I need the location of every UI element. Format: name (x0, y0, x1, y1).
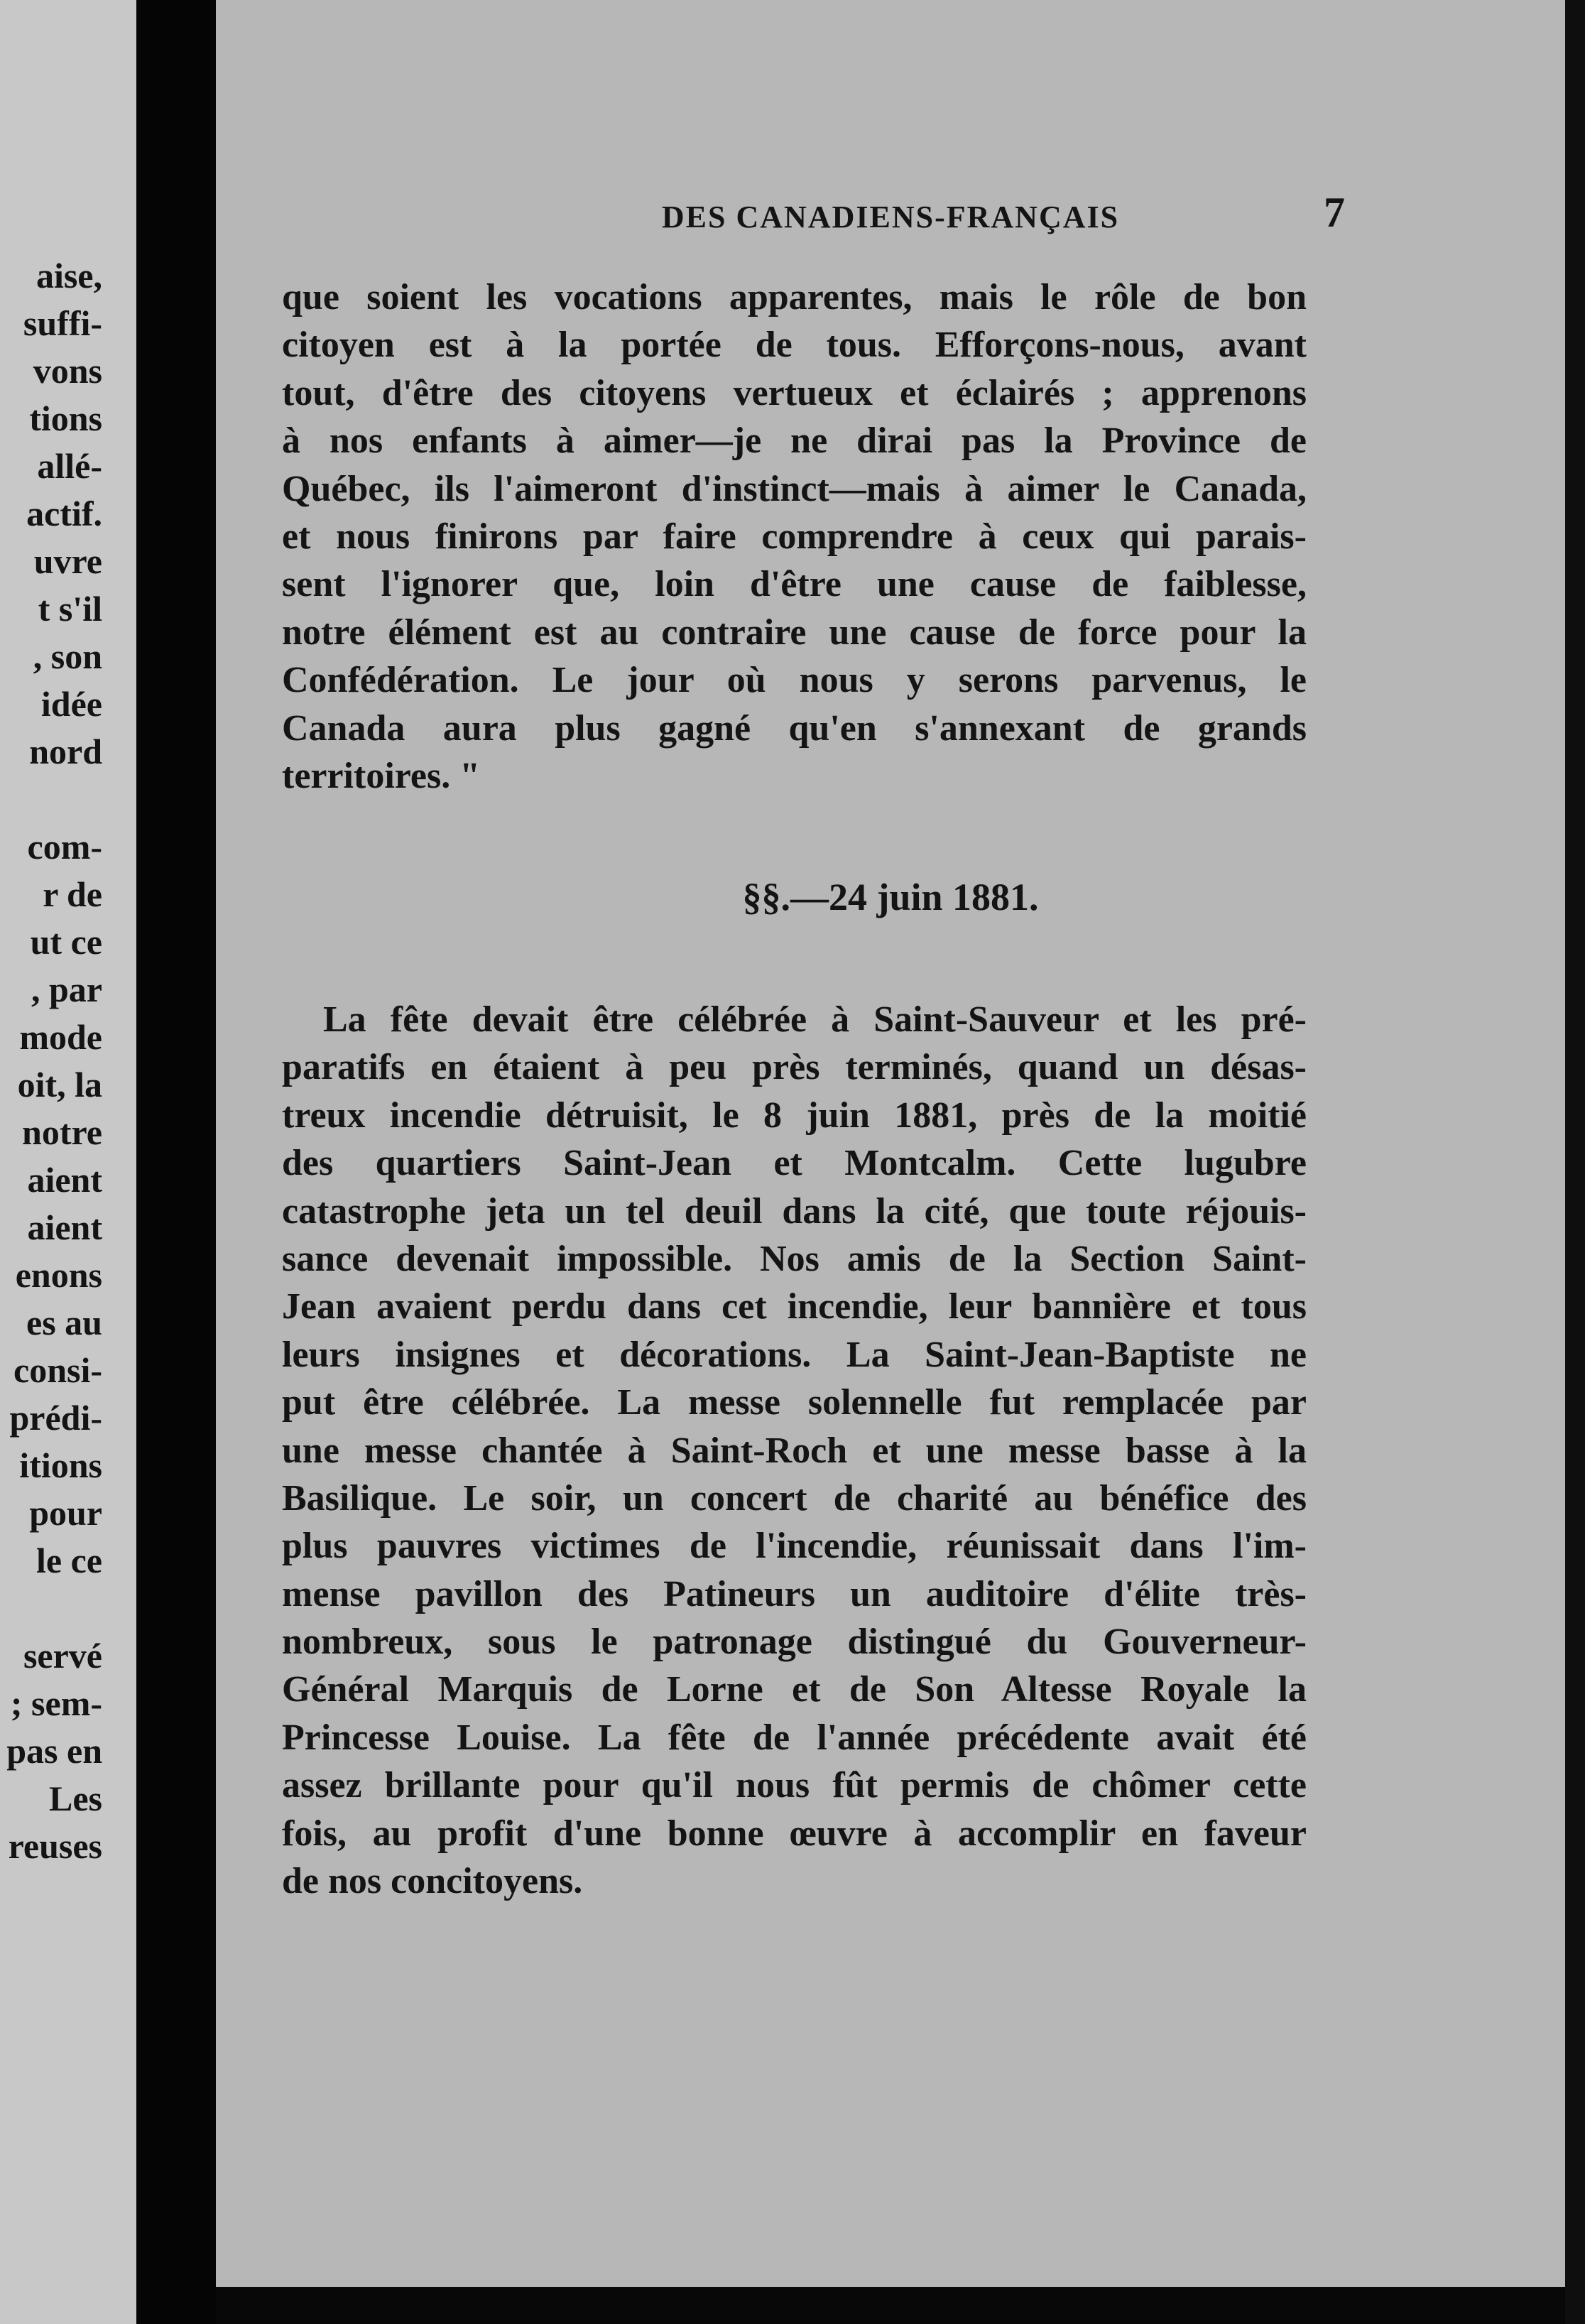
running-head: DES CANADIENS-FRANÇAIS (661, 200, 1120, 234)
facing-page-line: le ce (36, 1541, 102, 1580)
facing-page-line: ut ce (30, 922, 102, 962)
paragraph-fete-1881 (282, 996, 1307, 1905)
text-line: des quartiers Saint-Jean et Montcalm. Cette lugubre (282, 1143, 1307, 1184)
text-line: et nous finirons par faire comprendre à ceux qui parais- (282, 516, 1307, 557)
text-line: nombreux, sous le patronage distingué du Gouverneur- (282, 1622, 1307, 1663)
facing-page-line: aise, (36, 256, 102, 295)
text-line: put être célébrée. La messe solennelle fut remplacée par (282, 1382, 1307, 1423)
text-line: Québec, ils l'aimeront d'instinct—mais à aimer le Canada, (282, 468, 1307, 509)
text-line: Basilique. Le soir, un concert de charité au bénéfice des (282, 1477, 1307, 1519)
text-line: assez brillante pour qu'il nous fût permis de chômer cette (282, 1765, 1307, 1806)
book-gutter (136, 0, 216, 2324)
text-line: tout, d'être des citoyens vertueux et éclairés ; apprenons (282, 372, 1307, 413)
text-line: sance devenait impossible. Nos amis de la Section Saint- (282, 1238, 1307, 1279)
text-line: paratifs en étaient à peu près terminés, quand un désas- (282, 1047, 1307, 1088)
text-line: Général Marquis de Lorne et de Son Altesse Royale la (282, 1669, 1307, 1710)
facing-page-line: mode (19, 1017, 102, 1057)
facing-page-line: notre (22, 1112, 102, 1152)
text-line: Canada aura plus gagné qu'en s'annexant de grands (282, 707, 1307, 749)
text-line: fois, au profit d'une bonne œuvre à accomplir en faveur (282, 1813, 1307, 1854)
text-line: Confédération. Le jour où nous y serons parvenus, le (282, 660, 1307, 701)
facing-page-line: oit, la (17, 1065, 102, 1104)
facing-page-line: allé- (37, 446, 102, 486)
facing-page-line: idée (40, 684, 102, 724)
text-line: sent l'ignorer que, loin d'être une cause de faiblesse, (282, 564, 1307, 605)
facing-page-line: Les (49, 1779, 102, 1818)
facing-page-line: , par (31, 970, 102, 1009)
text-line: de nos concitoyens. (282, 1861, 583, 1902)
section-heading: §§.—24 juin 1881. (742, 876, 1039, 918)
facing-page-line: actif. (26, 494, 102, 533)
facing-page-line: uvre (33, 541, 102, 581)
text-line: La fête devait être célébrée à Saint-Sauveur et les pré- (323, 999, 1307, 1040)
facing-page-line: prédi- (9, 1398, 102, 1438)
facing-page-line: aient (27, 1207, 102, 1247)
scan-right-border (1565, 0, 1585, 2324)
text-line: Jean avaient perdu dans cet incendie, leur bannière et tous (282, 1286, 1307, 1327)
facing-page-line: t s'il (38, 589, 102, 629)
text-line: que soient les vocations apparentes, mais le rôle de bon (282, 277, 1307, 317)
text-line: une messe chantée à Saint-Roch et une messe basse à la (282, 1430, 1307, 1471)
text-line: leurs insignes et décorations. La Saint-Jean-Baptiste ne (282, 1334, 1307, 1375)
facing-page-line: com- (27, 827, 102, 867)
facing-page-fragment (0, 0, 136, 2324)
facing-page-line: r de (43, 874, 102, 914)
facing-page-line: itions (19, 1445, 102, 1485)
text-line: mense pavillon des Patineurs un auditoire d'élite très- (282, 1573, 1307, 1614)
text-line: Princesse Louise. La fête de l'année précédente avait été (282, 1717, 1307, 1758)
facing-page-line: vons (33, 351, 102, 391)
facing-page-line: nord (29, 732, 102, 771)
facing-page-line (0, 1585, 102, 1632)
facing-page-line: pour (29, 1493, 102, 1533)
facing-page-line: suffi- (23, 303, 102, 343)
text-line: plus pauvres victimes de l'incendie, réunissait dans l'im- (282, 1526, 1307, 1567)
facing-page-line: ; sem- (10, 1683, 102, 1723)
text-line: notre élément est au contraire une cause de force pour la (282, 612, 1307, 653)
text-line: citoyen est à la portée de tous. Efforçons-nous, avant (282, 325, 1307, 366)
facing-page-line: , son (33, 636, 102, 676)
facing-page-line: consi- (13, 1350, 102, 1390)
scan-bottom-border (216, 2287, 1585, 2324)
facing-page-line: pas en (6, 1731, 102, 1771)
facing-page-line: aient (27, 1160, 102, 1200)
facing-page-line: tions (29, 398, 102, 438)
book-page (216, 0, 1565, 2287)
text-line: territoires. " (282, 755, 481, 796)
facing-page-line: es au (26, 1303, 102, 1342)
text-line: catastrophe jeta un tel deuil dans la cité, que toute réjouis- (282, 1190, 1307, 1232)
page-number: 7 (1324, 189, 1345, 236)
text-line: treux incendie détruisit, le 8 juin 1881, près de la moitié (282, 1095, 1307, 1136)
paragraph-continued (282, 273, 1307, 800)
facing-page-line: reuses (8, 1826, 102, 1866)
facing-page-text (0, 252, 102, 1870)
facing-page-line: enons (15, 1255, 102, 1295)
facing-page-line: servé (23, 1636, 102, 1676)
text-line: à nos enfants à aimer—je ne dirai pas la Province de (282, 420, 1307, 462)
facing-page-line (0, 776, 102, 823)
